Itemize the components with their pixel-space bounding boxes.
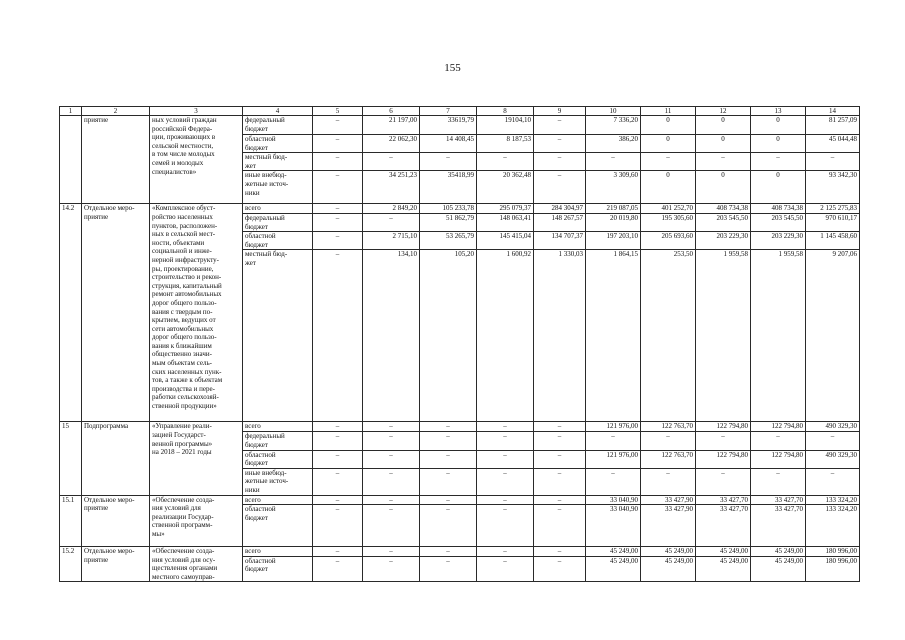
funding-source-cell: всего	[243, 547, 313, 557]
column-number-cell: 12	[696, 107, 751, 116]
amount-cell: –	[363, 556, 420, 582]
amount-cell: 253,50	[641, 250, 696, 422]
item-description-cell: «Обеспечение созда- ния условий для реализации Государ- ственной программ- мы»	[150, 495, 243, 547]
amount-cell: 0	[641, 116, 696, 135]
amount-cell: 2 125 275,83	[806, 204, 860, 214]
amount-cell: –	[534, 135, 586, 153]
amount-cell: 490 329,30	[806, 422, 860, 432]
amount-cell: –	[477, 468, 534, 495]
amount-cell: 2 715,10	[363, 232, 420, 250]
amount-cell: 105 233,78	[420, 204, 477, 214]
column-number-cell: 4	[243, 107, 313, 116]
amount-cell: 34 251,23	[363, 171, 420, 204]
amount-cell: 33 427,70	[696, 495, 751, 505]
amount-cell: 14 408,45	[420, 135, 477, 153]
column-number-cell: 5	[313, 107, 363, 116]
amount-cell: –	[534, 432, 586, 450]
amount-cell: 205 693,60	[641, 232, 696, 250]
item-type-cell: приятие	[82, 116, 150, 204]
budget-table	[59, 106, 860, 582]
amount-cell: 45 249,00	[696, 547, 751, 557]
amount-cell: 0	[751, 171, 806, 204]
amount-cell: 180 996,00	[806, 547, 860, 557]
funding-source-cell: федеральный бюджет	[243, 213, 313, 231]
amount-cell: –	[641, 468, 696, 495]
item-description-cell: ных условий граждан российской Федера- ции, проживающих в сельской местности, в том числе молодых семей и молодых специалистов»	[150, 116, 243, 204]
amount-cell: –	[534, 556, 586, 582]
amount-cell: 145 415,04	[477, 232, 534, 250]
item-description-cell: «Управление реали- зацией Государст- венной программы» на 2018 – 2021 годы	[150, 422, 243, 495]
amount-cell: 45 249,00	[696, 556, 751, 582]
amount-cell: 122 794,80	[751, 450, 806, 468]
amount-cell: 133 324,20	[806, 495, 860, 505]
amount-cell: –	[313, 556, 363, 582]
column-number-cell: 13	[751, 107, 806, 116]
amount-cell: 45 249,00	[751, 547, 806, 557]
header-row	[60, 107, 860, 116]
amount-cell: –	[313, 135, 363, 153]
amount-cell: –	[420, 547, 477, 557]
funding-source-cell: областной бюджет	[243, 556, 313, 582]
amount-cell: –	[363, 422, 420, 432]
amount-cell: 203 545,50	[751, 213, 806, 231]
amount-cell: –	[363, 153, 420, 171]
amount-cell: 51 862,79	[420, 213, 477, 231]
amount-cell: –	[363, 432, 420, 450]
amount-cell: 33619,79	[420, 116, 477, 135]
amount-cell: 386,20	[586, 135, 641, 153]
funding-source-cell: федеральный бюджет	[243, 116, 313, 135]
amount-cell: –	[313, 153, 363, 171]
amount-cell: –	[363, 468, 420, 495]
amount-cell: 970 610,17	[806, 213, 860, 231]
amount-cell: 9 207,06	[806, 250, 860, 422]
amount-cell: 401 252,70	[641, 204, 696, 214]
amount-cell: –	[313, 204, 363, 214]
amount-cell: –	[586, 468, 641, 495]
amount-cell: 20 362,48	[477, 171, 534, 204]
amount-cell: 35418,99	[420, 171, 477, 204]
amount-cell: 93 342,30	[806, 171, 860, 204]
amount-cell: 20 019,80	[586, 213, 641, 231]
amount-cell: –	[534, 116, 586, 135]
amount-cell: –	[313, 495, 363, 505]
amount-cell: 33 427,90	[641, 505, 696, 547]
amount-cell: 133 324,20	[806, 505, 860, 547]
column-number-cell: 8	[477, 107, 534, 116]
amount-cell: –	[420, 495, 477, 505]
amount-cell: 1 145 458,60	[806, 232, 860, 250]
amount-cell: 45 249,00	[641, 547, 696, 557]
item-description-cell: «Обеспечение созда- ния условий для осу- ществления органами местного самоуправ-	[150, 547, 243, 582]
funding-source-cell: всего	[243, 422, 313, 432]
amount-cell: –	[534, 422, 586, 432]
funding-source-cell: областной бюджет	[243, 450, 313, 468]
funding-source-cell: местный бюд- жет	[243, 250, 313, 422]
amount-cell: –	[641, 153, 696, 171]
amount-cell: –	[696, 153, 751, 171]
amount-cell: 22 062,30	[363, 135, 420, 153]
column-number-cell: 14	[806, 107, 860, 116]
funding-source-cell: областной бюджет	[243, 135, 313, 153]
amount-cell: –	[420, 422, 477, 432]
amount-cell: –	[313, 116, 363, 135]
table-row	[60, 116, 860, 135]
amount-cell: –	[420, 450, 477, 468]
amount-cell: –	[696, 468, 751, 495]
amount-cell: –	[313, 171, 363, 204]
page-number: 155	[444, 62, 461, 74]
funding-source-cell: всего	[243, 495, 313, 505]
column-number-cell: 10	[586, 107, 641, 116]
amount-cell: –	[420, 505, 477, 547]
amount-cell: –	[696, 432, 751, 450]
column-number-cell: 7	[420, 107, 477, 116]
amount-cell: –	[313, 422, 363, 432]
item-number-cell: 15.2	[60, 547, 82, 582]
amount-cell: 203 229,30	[751, 232, 806, 250]
amount-cell: –	[477, 153, 534, 171]
amount-cell: –	[313, 432, 363, 450]
amount-cell: 195 305,60	[641, 213, 696, 231]
amount-cell: –	[477, 495, 534, 505]
amount-cell: 219 087,05	[586, 204, 641, 214]
amount-cell: 45 249,00	[586, 547, 641, 557]
amount-cell: 45 249,00	[641, 556, 696, 582]
amount-cell: –	[477, 422, 534, 432]
funding-source-cell: иные внебюд- жетные источ- ники	[243, 171, 313, 204]
amount-cell: 2 849,20	[363, 204, 420, 214]
amount-cell: 122 794,80	[696, 422, 751, 432]
amount-cell: 33 427,70	[751, 495, 806, 505]
amount-cell: 122 794,80	[696, 450, 751, 468]
amount-cell: –	[586, 153, 641, 171]
table-row	[60, 204, 860, 214]
amount-cell: –	[363, 495, 420, 505]
amount-cell: –	[363, 450, 420, 468]
table-row	[60, 547, 860, 557]
amount-cell: 134,10	[363, 250, 420, 422]
amount-cell: 0	[696, 171, 751, 204]
amount-cell: –	[534, 450, 586, 468]
funding-source-cell: областной бюджет	[243, 232, 313, 250]
column-number-cell: 9	[534, 107, 586, 116]
amount-cell: 0	[696, 116, 751, 135]
amount-cell: –	[313, 232, 363, 250]
amount-cell: 1 959,58	[696, 250, 751, 422]
amount-cell: 0	[696, 135, 751, 153]
column-number-cell: 11	[641, 107, 696, 116]
amount-cell: 490 329,30	[806, 450, 860, 468]
amount-cell: –	[313, 213, 363, 231]
item-type-cell: Отдельное меро- приятие	[82, 204, 150, 422]
amount-cell: 408 734,38	[696, 204, 751, 214]
amount-cell: –	[534, 153, 586, 171]
amount-cell: –	[477, 547, 534, 557]
amount-cell: –	[534, 495, 586, 505]
column-number-cell: 6	[363, 107, 420, 116]
amount-cell: 121 976,00	[586, 422, 641, 432]
table-row	[60, 422, 860, 432]
amount-cell: –	[477, 450, 534, 468]
item-number-cell: 15	[60, 422, 82, 495]
funding-source-cell: иные внебюд- жетные источ- ники	[243, 468, 313, 495]
amount-cell: 1 959,58	[751, 250, 806, 422]
amount-cell: –	[313, 505, 363, 547]
amount-cell: –	[363, 505, 420, 547]
item-number-cell: 15.1	[60, 495, 82, 547]
amount-cell: 408 734,38	[751, 204, 806, 214]
amount-cell: –	[806, 153, 860, 171]
amount-cell: –	[534, 505, 586, 547]
funding-source-cell: местный бюд- жет	[243, 153, 313, 171]
amount-cell: –	[420, 432, 477, 450]
amount-cell: –	[313, 468, 363, 495]
amount-cell: 148 063,41	[477, 213, 534, 231]
item-type-cell: Отдельное меро- приятие	[82, 547, 150, 582]
amount-cell: 33 040,90	[586, 495, 641, 505]
amount-cell: 0	[751, 135, 806, 153]
amount-cell: 203 229,30	[696, 232, 751, 250]
amount-cell: 1 330,03	[534, 250, 586, 422]
funding-source-cell: федеральный бюджет	[243, 432, 313, 450]
amount-cell: –	[363, 547, 420, 557]
amount-cell: 284 304,97	[534, 204, 586, 214]
amount-cell: 0	[751, 116, 806, 135]
amount-cell: –	[751, 468, 806, 495]
amount-cell: 3 309,60	[586, 171, 641, 204]
amount-cell: 203 545,50	[696, 213, 751, 231]
amount-cell: –	[313, 547, 363, 557]
item-number-cell: 14.2	[60, 204, 82, 422]
amount-cell: 8 187,53	[477, 135, 534, 153]
amount-cell: 33 427,90	[641, 495, 696, 505]
amount-cell: –	[751, 153, 806, 171]
amount-cell: 0	[641, 135, 696, 153]
item-number-cell	[60, 116, 82, 204]
amount-cell: 122 794,80	[751, 422, 806, 432]
amount-cell: 121 976,00	[586, 450, 641, 468]
amount-cell: 295 079,37	[477, 204, 534, 214]
column-number-cell: 1	[60, 107, 82, 116]
amount-cell: 45 249,00	[586, 556, 641, 582]
amount-cell: –	[751, 432, 806, 450]
amount-cell: 19104,10	[477, 116, 534, 135]
amount-cell: –	[477, 432, 534, 450]
amount-cell: 1 864,15	[586, 250, 641, 422]
funding-source-cell: всего	[243, 204, 313, 214]
amount-cell: 7 336,20	[586, 116, 641, 135]
item-type-cell: Отдельное меро- приятие	[82, 495, 150, 547]
amount-cell: –	[534, 171, 586, 204]
column-number-cell: 2	[82, 107, 150, 116]
amount-cell: 33 040,90	[586, 505, 641, 547]
amount-cell: 134 707,37	[534, 232, 586, 250]
amount-cell: –	[534, 547, 586, 557]
amount-cell: –	[313, 450, 363, 468]
amount-cell: –	[534, 468, 586, 495]
amount-cell: –	[477, 505, 534, 547]
amount-cell: 122 763,70	[641, 450, 696, 468]
amount-cell: –	[313, 250, 363, 422]
funding-source-cell: областной бюджет	[243, 505, 313, 547]
amount-cell: 45 249,00	[751, 556, 806, 582]
item-description-cell: «Комплексное обуст- ройство населенных пунктов, расположен- ных в сельской мест- ности, объектами социальной и инже- нерной инфраструкту- ры, проектирование, строительство и рекон- струкция, капитальный ремонт автомобильных дорог общего пользо- вания с твердым по- крытием, ведущих от сети автомобильных дорог общего пользо- вания к ближайшим общественно значи- мым объектам сель- ских населенных пунк- тов, а также к объектам производства и пере- работки сельскохозяй- ственной продукции»	[150, 204, 243, 422]
amount-cell: 45 044,48	[806, 135, 860, 153]
amount-cell: –	[806, 432, 860, 450]
amount-cell: –	[420, 153, 477, 171]
amount-cell: 21 197,00	[363, 116, 420, 135]
amount-cell: –	[420, 468, 477, 495]
amount-cell: 33 427,70	[751, 505, 806, 547]
amount-cell: –	[363, 213, 420, 231]
amount-cell: 122 763,70	[641, 422, 696, 432]
amount-cell: 105,20	[420, 250, 477, 422]
item-type-cell: Подпрограмма	[82, 422, 150, 495]
amount-cell: 148 267,57	[534, 213, 586, 231]
amount-cell: –	[641, 432, 696, 450]
amount-cell: –	[420, 556, 477, 582]
amount-cell: 33 427,70	[696, 505, 751, 547]
amount-cell: 53 265,79	[420, 232, 477, 250]
amount-cell: 0	[641, 171, 696, 204]
amount-cell: –	[586, 432, 641, 450]
table-row	[60, 495, 860, 505]
column-number-cell: 3	[150, 107, 243, 116]
amount-cell: –	[477, 556, 534, 582]
amount-cell: 81 257,09	[806, 116, 860, 135]
amount-cell: –	[806, 468, 860, 495]
amount-cell: 197 203,10	[586, 232, 641, 250]
amount-cell: 1 600,92	[477, 250, 534, 422]
amount-cell: 180 996,00	[806, 556, 860, 582]
